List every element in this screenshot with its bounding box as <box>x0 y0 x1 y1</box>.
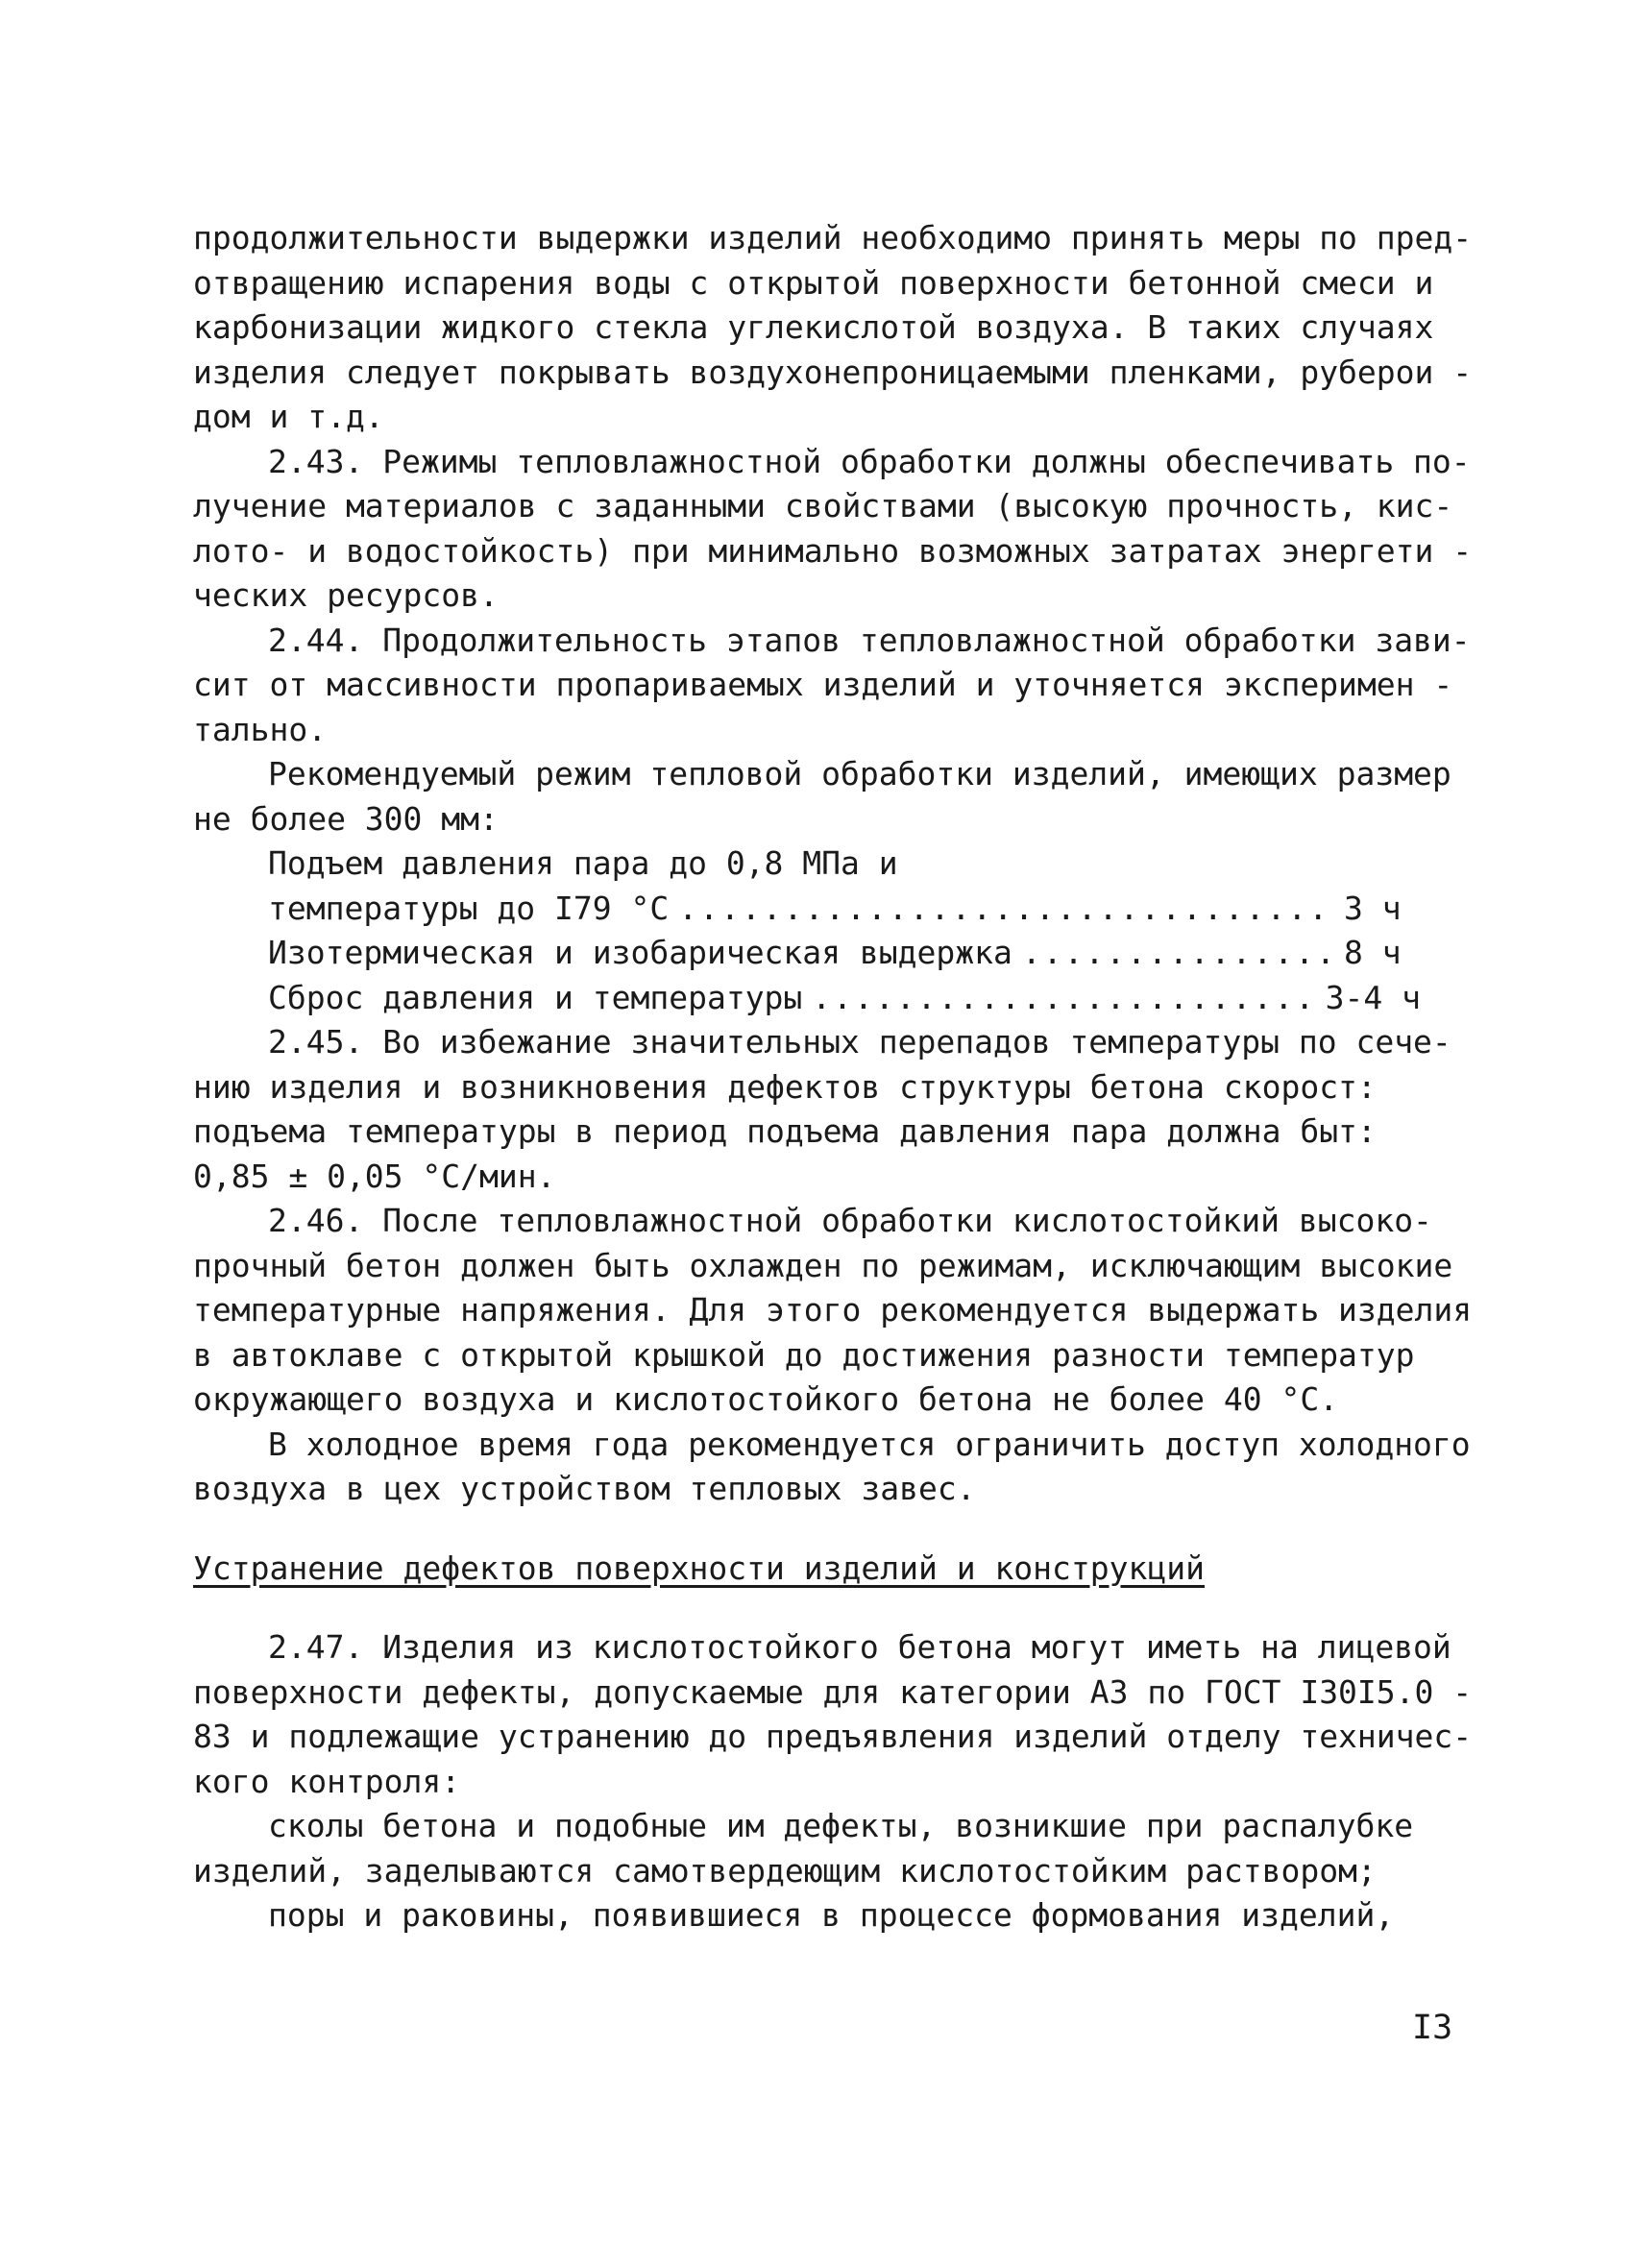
text-line: подъема температуры в период подъема давления пара должна быт: <box>193 1112 1377 1150</box>
regime-row-value: 3-4 ч <box>1325 978 1421 1016</box>
regime-row-value: 8 ч <box>1344 934 1402 971</box>
text-line: в автоклаве с открытой крышкой до достижения разности температур <box>193 1335 1415 1374</box>
text-line: не более 300 мм: <box>193 799 499 838</box>
text-line: тально. <box>193 710 328 748</box>
dot-leader <box>1022 931 1334 976</box>
regime-row <box>193 887 1421 932</box>
paragraph-2-44-start: 2.44. Продолжительность этапов тепловлажностной обработки зави- <box>268 621 1471 659</box>
text-line: кого контроля: <box>193 1762 461 1800</box>
text-line: лучение материалов с заданными свойствами (высокую прочность, кис- <box>193 487 1453 524</box>
page-number: I3 <box>1412 2009 1453 2047</box>
text-line: лото- и водостойкость) при минимально возможных затратах энергети - <box>193 531 1473 570</box>
text-line: продолжительности выдержки изделий необходимо принять меры по пред- <box>193 219 1473 256</box>
recommended-regime-intro: Рекомендуемый режим тепловой обработки изделий, имеющих размер <box>268 755 1451 793</box>
section-heading: Устранение дефектов поверхности изделий и конструкций <box>193 1549 1205 1587</box>
regime-row-value: 3 ч <box>1344 889 1402 927</box>
text-line: дом и т.д. <box>193 398 384 435</box>
text-line: 83 и подлежащие устранению до предъявления изделий отделу техничес- <box>193 1718 1473 1755</box>
text-line: изделий, заделываются самотвердеющим кислотостойким раствором; <box>193 1851 1377 1890</box>
regime-row <box>193 976 1421 1021</box>
text-line: карбонизации жидкого стекла углекислотой воздуха. В таких случаях <box>193 308 1434 346</box>
document-body <box>193 216 1473 1939</box>
regime-step-pressure-rise: Подъем давления пара до 0,8 МПа и <box>268 844 898 882</box>
dot-leader <box>678 887 1334 932</box>
text-line: сит от массивности пропариваемых изделий и уточняется эксперимен - <box>193 666 1453 703</box>
regime-row <box>193 931 1421 976</box>
dot-leader <box>812 976 1315 1021</box>
text-line: отвращению испарения воды с открытой поверхности бетонной смеси и <box>193 263 1434 302</box>
text-line: прочный бетон должен быть охлажден по режимам, исключающим высокие <box>193 1246 1453 1284</box>
paragraph-2-47-start: 2.47. Изделия из кислотостойкого бетона могут иметь на лицевой <box>268 1628 1451 1666</box>
paragraph-2-43-start: 2.43. Режимы тепловлажностной обработки должны обеспечивать по- <box>268 442 1471 480</box>
paragraph-2-45-start: 2.45. Во избежание значительных перепадов температуры по сече- <box>268 1023 1451 1061</box>
text-line: поверхности дефекты, допускаемые для категории А3 по ГОСТ I30I5.0 - <box>193 1672 1473 1711</box>
regime-row-label: Изотермическая и изобарическая выдержка <box>268 934 1012 971</box>
text-line: 0,85 ± 0,05 °С/мин. <box>193 1157 556 1195</box>
spacer <box>193 1512 1451 1547</box>
defect-item-chips: сколы бетона и подобные им дефекты, возникшие при распалубке <box>268 1807 1414 1844</box>
text-line: воздуха в цех устройством тепловых завес. <box>193 1470 976 1507</box>
regime-row-label: температуры до I79 °С <box>268 889 670 927</box>
text-line: ческих ресурсов. <box>193 576 499 614</box>
paragraph-2-46-start: 2.46. После тепловлажностной обработки кислотостойкий высоко- <box>268 1202 1432 1239</box>
text-line: нию изделия и возникновения дефектов структуры бетона скорост: <box>193 1067 1377 1106</box>
text-line: изделия следует покрывать воздухонепроницаемыми пленками, руберои - <box>193 353 1473 391</box>
paragraph-cold-season: В холодное время года рекомендуется ограничить доступ холодного <box>268 1425 1471 1463</box>
regime-row-label: Сброс давления и температуры <box>268 978 803 1016</box>
spacer <box>193 1591 1451 1625</box>
defect-item-pores: поры и раковины, появившиеся в процессе формования изделий, <box>268 1896 1395 1934</box>
text-line: температурные напряжения. Для этого рекомендуется выдержать изделия <box>193 1291 1473 1329</box>
text-line: окружающего воздуха и кислотостойкого бетона не более 40 °С. <box>193 1380 1339 1418</box>
